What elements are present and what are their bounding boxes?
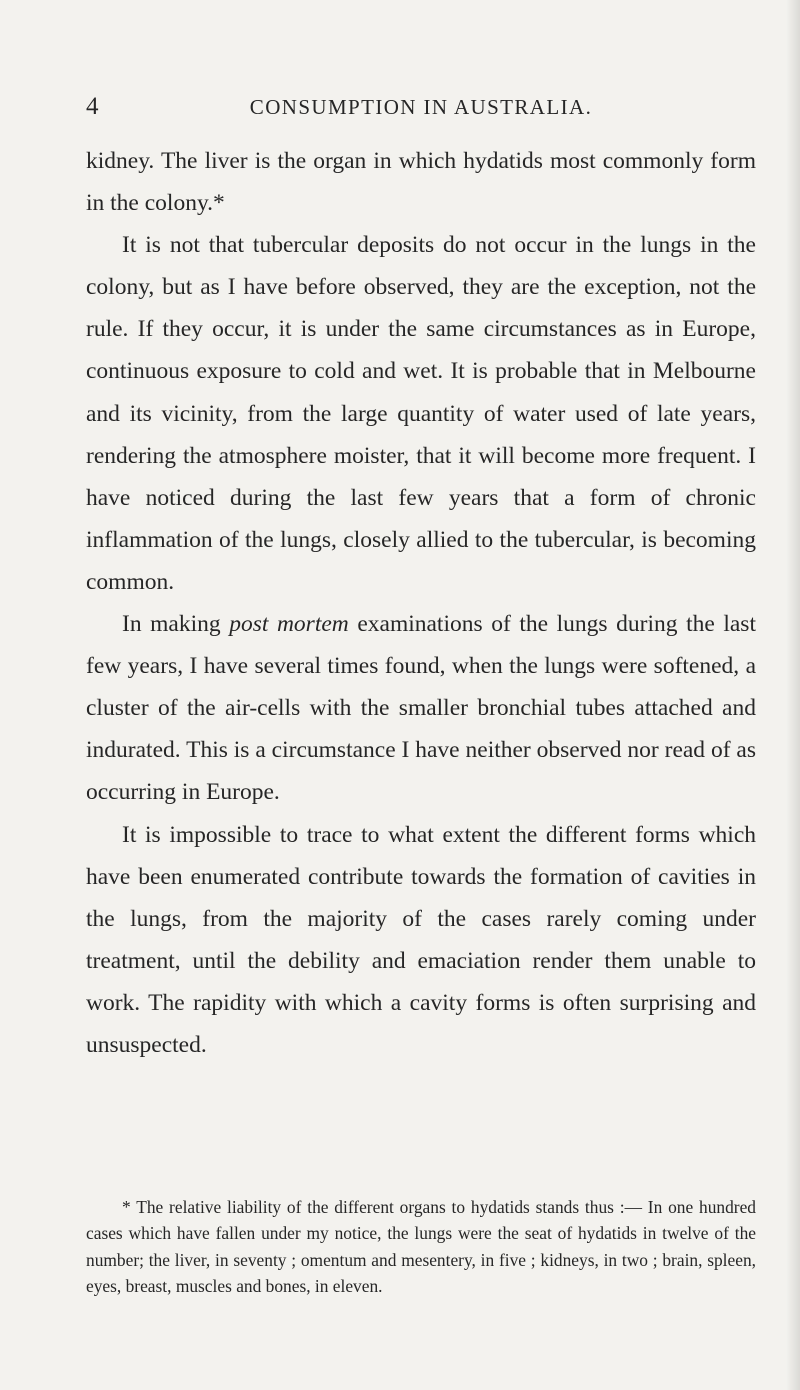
page-edge-shadow (786, 0, 800, 1390)
italic-phrase: post mortem (229, 611, 349, 638)
running-head: CONSUMPTION IN AUSTRALIA. (249, 95, 593, 119)
page-header (86, 92, 756, 122)
paragraph-3-start: In making (122, 611, 230, 638)
paragraph-4: It is impossible to trace to what extent the different forms which have been enumerated contribute towards the formation of cavities in the lungs, from the majority of the cases rarely coming under treatment, until the debility and emaciation render them unable to work. The rapidity with which a cavity forms is often surprising and unsuspected. (86, 821, 756, 1058)
body-text (86, 140, 756, 1066)
paragraph-2: It is not that tubercular deposits do not occur in the lungs in the colony, but as I have before observed, they are the exception, not the rule. If they occur, it is under the same circumstances as in Europe, continuous exposure to cold and wet. It is probable that in Melbourne and its vicinity, from the large quantity of water used of late years, rendering the atmosphere moister, that it will become more frequent. I have noticed during the last few years that a form of chronic inflammation of the lungs, closely allied to the tubercular, is becoming common. (86, 232, 756, 595)
footnote-text: * The relative liability of the different organs to hydatids stands thus :— In one hundred cases which have fallen under my notice, the lungs were the seat of hydatids in twelve of the number; the liver, in seventy ; omentum and mesentery, in five ; kidneys, in two ; brain, spleen, eyes, breast, muscles and bones, in eleven. (86, 1197, 756, 1297)
footnote (86, 1194, 756, 1300)
paragraph-1: kidney. The liver is the organ in which hydatids most commonly form in the colony.* (86, 148, 756, 217)
page-number: 4 (86, 93, 99, 120)
paragraph-3 (86, 603, 756, 813)
paragraph-3-rest: examinations of the lungs during the last few years, I have several times found, when the lungs were softened, a cluster of the air-cells with the smaller bronchial tubes attached and indurated. This is a circumstance I have neither observed nor read of as occurring in Europe. (86, 611, 756, 806)
